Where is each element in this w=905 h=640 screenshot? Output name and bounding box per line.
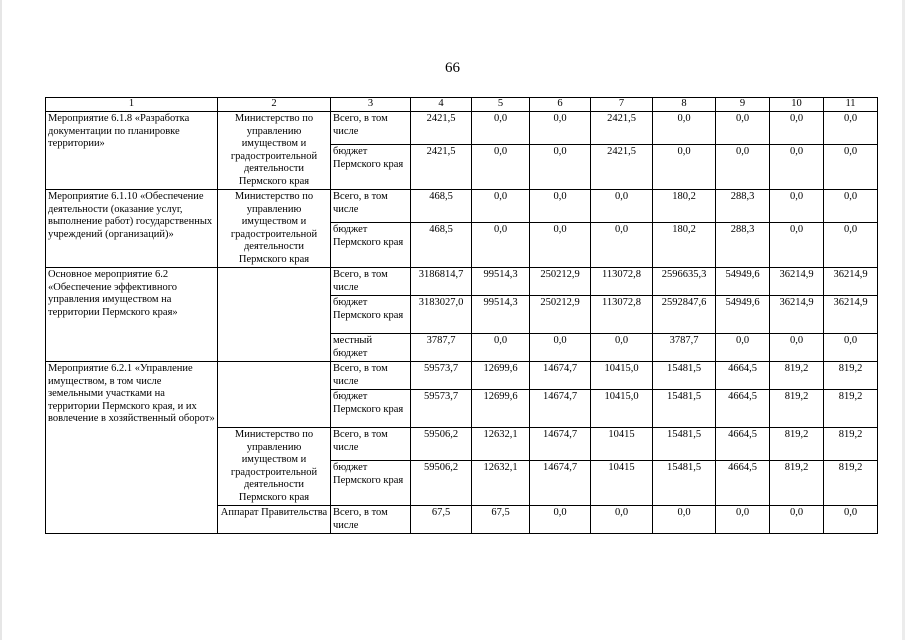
header-cell: 10 bbox=[770, 98, 824, 112]
value-cell: 0,0 bbox=[824, 190, 878, 223]
value-cell: 0,0 bbox=[716, 145, 770, 190]
funding-source-cell: Всего, в том числе bbox=[331, 268, 411, 296]
value-cell: 0,0 bbox=[716, 112, 770, 145]
value-cell: 819,2 bbox=[824, 428, 878, 461]
table-row bbox=[46, 112, 878, 145]
value-cell: 0,0 bbox=[530, 190, 591, 223]
value-cell: 3787,7 bbox=[653, 334, 716, 362]
value-cell: 0,0 bbox=[716, 506, 770, 534]
value-cell: 99514,3 bbox=[472, 296, 530, 334]
header-row bbox=[46, 98, 878, 112]
value-cell: 180,2 bbox=[653, 190, 716, 223]
event-name-cell: Мероприятие 6.1.8 «Разработка документации по планировке территории» bbox=[46, 112, 218, 190]
value-cell: 250212,9 bbox=[530, 268, 591, 296]
value-cell: 0,0 bbox=[770, 112, 824, 145]
value-cell: 0,0 bbox=[770, 334, 824, 362]
budget-table bbox=[45, 97, 878, 534]
funding-source-cell: Всего, в том числе bbox=[331, 190, 411, 223]
header-cell: 8 bbox=[653, 98, 716, 112]
value-cell: 0,0 bbox=[770, 145, 824, 190]
value-cell: 15481,5 bbox=[653, 428, 716, 461]
value-cell: 2592847,6 bbox=[653, 296, 716, 334]
value-cell: 0,0 bbox=[770, 506, 824, 534]
value-cell: 819,2 bbox=[770, 461, 824, 506]
value-cell: 59573,7 bbox=[411, 362, 472, 390]
value-cell: 4664,5 bbox=[716, 428, 770, 461]
value-cell: 819,2 bbox=[824, 362, 878, 390]
funding-source-cell: Всего, в том числе bbox=[331, 112, 411, 145]
value-cell: 0,0 bbox=[653, 112, 716, 145]
funding-source-cell: бюджет Пермского края bbox=[331, 145, 411, 190]
value-cell: 113072,8 bbox=[591, 268, 653, 296]
value-cell: 36214,9 bbox=[770, 268, 824, 296]
value-cell: 4664,5 bbox=[716, 461, 770, 506]
header-cell: 1 bbox=[46, 98, 218, 112]
value-cell: 12632,1 bbox=[472, 428, 530, 461]
value-cell: 14674,7 bbox=[530, 461, 591, 506]
header-cell: 3 bbox=[331, 98, 411, 112]
value-cell: 113072,8 bbox=[591, 296, 653, 334]
page-number: 66 bbox=[445, 60, 460, 76]
value-cell: 0,0 bbox=[530, 223, 591, 268]
value-cell: 0,0 bbox=[472, 145, 530, 190]
value-cell: 14674,7 bbox=[530, 390, 591, 428]
event-name-cell: Мероприятие 6.1.10 «Обеспечение деятельности (оказание услуг, выполнение работ) государственных учреждений (организаций)» bbox=[46, 190, 218, 268]
value-cell: 0,0 bbox=[472, 112, 530, 145]
value-cell: 36214,9 bbox=[770, 296, 824, 334]
value-cell: 12699,6 bbox=[472, 390, 530, 428]
event-name-cell: Основное мероприятие 6.2 «Обеспечение эффективного управления имуществом на территории Пермского края» bbox=[46, 268, 218, 362]
value-cell: 10415,0 bbox=[591, 390, 653, 428]
value-cell: 0,0 bbox=[824, 223, 878, 268]
funding-source-cell: Всего, в том числе bbox=[331, 428, 411, 461]
event-name-cell: Мероприятие 6.2.1 «Управление имуществом, в том числе земельными участками на территории Пермского края, и их вовлечение в хозяйственный оборот» bbox=[46, 362, 218, 534]
value-cell: 0,0 bbox=[472, 334, 530, 362]
value-cell: 468,5 bbox=[411, 223, 472, 268]
header-cell: 4 bbox=[411, 98, 472, 112]
value-cell: 0,0 bbox=[472, 223, 530, 268]
executor-cell bbox=[218, 362, 331, 428]
value-cell: 0,0 bbox=[824, 506, 878, 534]
value-cell: 59573,7 bbox=[411, 390, 472, 428]
value-cell: 0,0 bbox=[591, 506, 653, 534]
funding-source-cell: бюджет Пермского края bbox=[331, 223, 411, 268]
value-cell: 0,0 bbox=[530, 334, 591, 362]
value-cell: 15481,5 bbox=[653, 461, 716, 506]
value-cell: 67,5 bbox=[472, 506, 530, 534]
value-cell: 0,0 bbox=[653, 506, 716, 534]
value-cell: 0,0 bbox=[653, 145, 716, 190]
value-cell: 0,0 bbox=[591, 190, 653, 223]
value-cell: 0,0 bbox=[770, 190, 824, 223]
value-cell: 14674,7 bbox=[530, 428, 591, 461]
value-cell: 67,5 bbox=[411, 506, 472, 534]
value-cell: 2596635,3 bbox=[653, 268, 716, 296]
value-cell: 250212,9 bbox=[530, 296, 591, 334]
value-cell: 0,0 bbox=[824, 334, 878, 362]
value-cell: 15481,5 bbox=[653, 362, 716, 390]
value-cell: 99514,3 bbox=[472, 268, 530, 296]
value-cell: 468,5 bbox=[411, 190, 472, 223]
value-cell: 15481,5 bbox=[653, 390, 716, 428]
value-cell: 12699,6 bbox=[472, 362, 530, 390]
table-row bbox=[46, 362, 878, 390]
value-cell: 0,0 bbox=[591, 223, 653, 268]
table-row bbox=[46, 190, 878, 223]
value-cell: 0,0 bbox=[530, 112, 591, 145]
value-cell: 59506,2 bbox=[411, 461, 472, 506]
value-cell: 3787,7 bbox=[411, 334, 472, 362]
value-cell: 819,2 bbox=[770, 428, 824, 461]
value-cell: 288,3 bbox=[716, 223, 770, 268]
value-cell: 36214,9 bbox=[824, 296, 878, 334]
executor-cell: Министерство по управлению имуществом и градостроительной деятельности Пермского края bbox=[218, 190, 331, 268]
value-cell: 819,2 bbox=[770, 362, 824, 390]
value-cell: 2421,5 bbox=[411, 145, 472, 190]
value-cell: 819,2 bbox=[824, 390, 878, 428]
value-cell: 0,0 bbox=[530, 506, 591, 534]
table-row bbox=[46, 268, 878, 296]
funding-source-cell: Всего, в том числе bbox=[331, 362, 411, 390]
header-cell: 7 bbox=[591, 98, 653, 112]
value-cell: 819,2 bbox=[824, 461, 878, 506]
value-cell: 54949,6 bbox=[716, 268, 770, 296]
executor-cell: Министерство по управлению имуществом и градостроительной деятельности Пермского края bbox=[218, 428, 331, 506]
value-cell: 0,0 bbox=[530, 145, 591, 190]
value-cell: 0,0 bbox=[591, 334, 653, 362]
value-cell: 0,0 bbox=[824, 145, 878, 190]
funding-source-cell: бюджет Пермского края bbox=[331, 390, 411, 428]
value-cell: 54949,6 bbox=[716, 296, 770, 334]
funding-source-cell: Всего, в том числе bbox=[331, 506, 411, 534]
value-cell: 59506,2 bbox=[411, 428, 472, 461]
value-cell: 819,2 bbox=[770, 390, 824, 428]
executor-cell: Аппарат Правительства bbox=[218, 506, 331, 534]
value-cell: 2421,5 bbox=[591, 112, 653, 145]
header-cell: 2 bbox=[218, 98, 331, 112]
value-cell: 288,3 bbox=[716, 190, 770, 223]
funding-source-cell: бюджет Пермского края bbox=[331, 461, 411, 506]
header-cell: 5 bbox=[472, 98, 530, 112]
funding-source-cell: бюджет Пермского края bbox=[331, 296, 411, 334]
value-cell: 180,2 bbox=[653, 223, 716, 268]
value-cell: 10415 bbox=[591, 428, 653, 461]
header-cell: 6 bbox=[530, 98, 591, 112]
value-cell: 2421,5 bbox=[591, 145, 653, 190]
value-cell: 12632,1 bbox=[472, 461, 530, 506]
value-cell: 4664,5 bbox=[716, 390, 770, 428]
value-cell: 3183027,0 bbox=[411, 296, 472, 334]
value-cell: 4664,5 bbox=[716, 362, 770, 390]
header-cell: 9 bbox=[716, 98, 770, 112]
funding-source-cell: местный бюджет bbox=[331, 334, 411, 362]
value-cell: 2421,5 bbox=[411, 112, 472, 145]
value-cell: 36214,9 bbox=[824, 268, 878, 296]
value-cell: 3186814,7 bbox=[411, 268, 472, 296]
executor-cell: Министерство по управлению имуществом и градостроительной деятельности Пермского края bbox=[218, 112, 331, 190]
header-cell: 11 bbox=[824, 98, 878, 112]
value-cell: 0,0 bbox=[716, 334, 770, 362]
value-cell: 0,0 bbox=[472, 190, 530, 223]
executor-cell bbox=[218, 268, 331, 362]
value-cell: 10415 bbox=[591, 461, 653, 506]
scan-edge-left bbox=[0, 0, 2, 640]
value-cell: 14674,7 bbox=[530, 362, 591, 390]
value-cell: 0,0 bbox=[770, 223, 824, 268]
value-cell: 10415,0 bbox=[591, 362, 653, 390]
value-cell: 0,0 bbox=[824, 112, 878, 145]
